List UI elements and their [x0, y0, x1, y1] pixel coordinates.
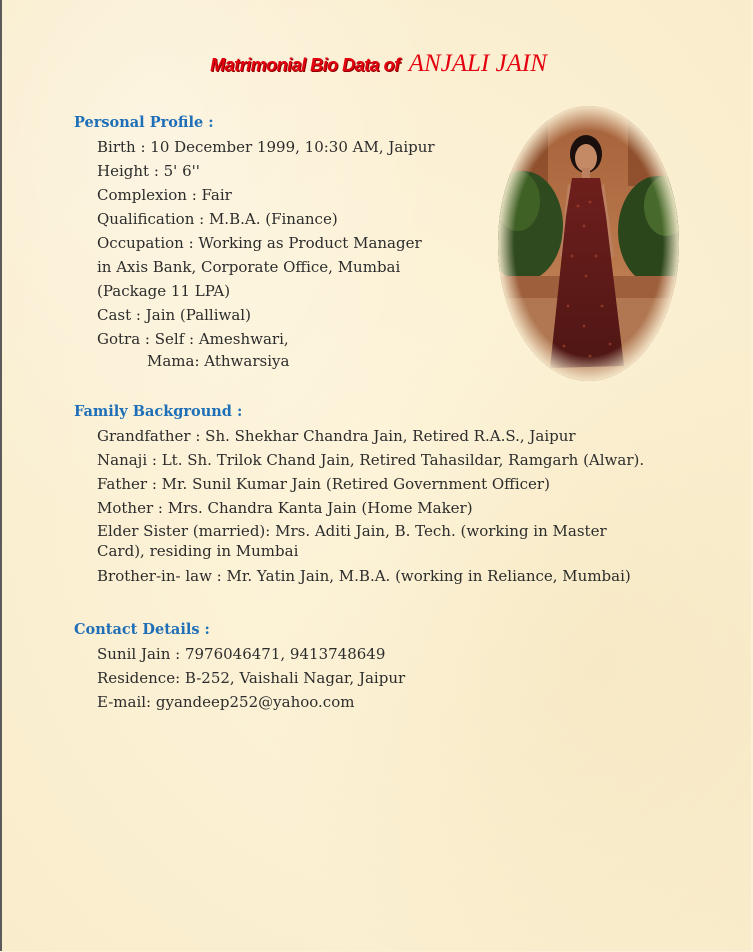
contact-details-heading: Contact Details : [74, 621, 210, 638]
profile-occupation-line2: in Axis Bank, Corporate Office, Mumbai [97, 258, 401, 276]
family-elder-sister: Elder Sister (married): Mrs. Aditi Jain, B. Tech. (working in Master Card), residing in Mumbai [97, 522, 607, 560]
profile-complexion: Complexion : Fair [97, 186, 232, 204]
family-background-list [97, 425, 657, 589]
family-grandfather: Grandfather : Sh. Shekhar Chandra Jain, Retired R.A.S., Jaipur [97, 427, 576, 445]
personal-profile-heading: Personal Profile : [74, 114, 214, 131]
personal-profile-list [97, 136, 435, 372]
family-background-heading: Family Background : [74, 403, 243, 420]
contact-details-list [97, 643, 405, 715]
title-prefix: Matrimonial Bio Data of [210, 55, 400, 75]
profile-cast: Cast : Jain (Palliwal) [97, 306, 251, 324]
portrait-photo-icon [498, 106, 679, 381]
family-brother-in-law: Brother-in- law : Mr. Yatin Jain, M.B.A. (working in Reliance, Mumbai) [97, 567, 631, 585]
profile-occupation: Occupation : Working as Product Manager [97, 234, 422, 252]
profile-birth: Birth : 10 December 1999, 10:30 AM, Jaipur [97, 138, 435, 156]
profile-qualification: Qualification : M.B.A. (Finance) [97, 210, 338, 228]
profile-gotra-mama: Mama: Athwarsiya [147, 352, 290, 370]
family-nanaji: Nanaji : Lt. Sh. Trilok Chand Jain, Retired Tahasildar, Ramgarh (Alwar). [97, 451, 645, 469]
portrait-photo [498, 106, 679, 381]
contact-email: E-mail: gyandeep252@yahoo.com [97, 693, 355, 711]
title-name: ANJALI JAIN [408, 50, 547, 77]
family-father: Father : Mr. Sunil Kumar Jain (Retired Government Officer) [97, 475, 550, 493]
contact-residence: Residence: B-252, Vaishali Nagar, Jaipur [97, 669, 406, 687]
profile-height: Height : 5' 6'' [97, 162, 200, 180]
profile-package: (Package 11 LPA) [97, 282, 231, 300]
profile-gotra: Gotra : Self : Ameshwari, [97, 330, 289, 348]
page-title [2, 50, 753, 78]
contact-phone: Sunil Jain : 7976046471, 9413748649 [97, 645, 386, 663]
family-mother: Mother : Mrs. Chandra Kanta Jain (Home Maker) [97, 499, 473, 517]
